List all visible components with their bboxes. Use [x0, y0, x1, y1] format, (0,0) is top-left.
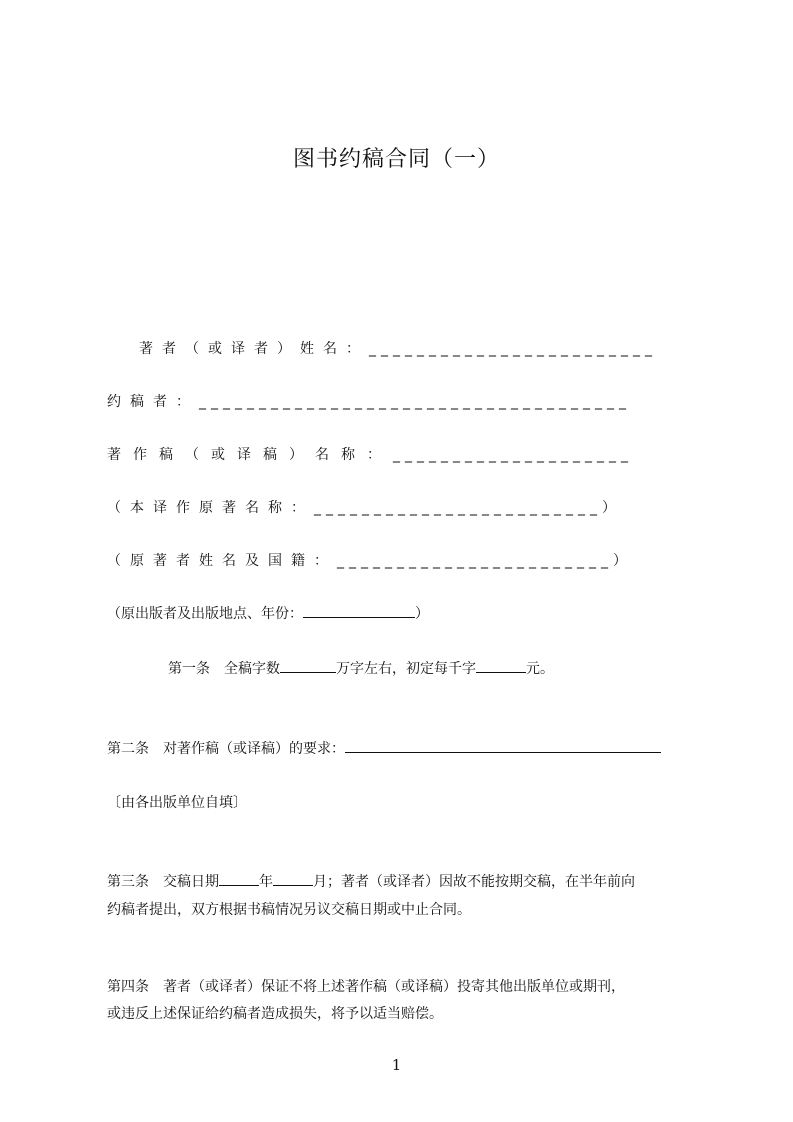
publisher-info-field — [107, 603, 701, 623]
author-name-blank: ________________________ — [369, 341, 657, 357]
author-name-label: 著者（或译者）姓名： — [139, 341, 369, 357]
deadline-month-blank — [273, 871, 313, 886]
original-author-blank: _______________________ — [337, 553, 613, 569]
article-3-text-c: 月；著者（或译者）因故不能按期交稿，在半年前向 — [313, 874, 635, 890]
article-1 — [107, 658, 701, 678]
article-1-text-c: 元。 — [526, 661, 554, 677]
commissioner-field — [107, 391, 701, 411]
work-name-label: 著作稿（或译稿）名称： — [107, 447, 393, 463]
deadline-year-blank — [219, 871, 259, 886]
publisher-info-label: （原出版者及出版地点、年份： — [107, 606, 303, 622]
article-3-line-1 — [107, 871, 701, 891]
commissioner-blank: ____________________________________ — [199, 394, 631, 410]
word-count-blank — [280, 658, 336, 673]
commissioner-label: 约稿者： — [107, 394, 199, 410]
rate-blank — [476, 658, 526, 673]
article-3-text-a: 第三条 交稿日期 — [107, 874, 219, 890]
article-2-text: 第二条 对著作稿（或译稿）的要求： — [107, 741, 345, 757]
work-name-blank: ____________________ — [393, 447, 633, 463]
article-3-line-2: 约稿者提出，双方根据书稿情况另议交稿日期或中止合同。 — [107, 902, 471, 918]
requirements-blank — [345, 738, 661, 753]
article-3-text-b: 年 — [259, 874, 273, 890]
author-name-field — [107, 338, 701, 358]
article-1-text-a: 第一条 全稿字数 — [168, 661, 280, 677]
article-4-line-1: 第四条 著者（或译者）保证不将上述著作稿（或译稿）投寄其他出版单位或期刊， — [107, 979, 625, 995]
work-name-field — [107, 444, 701, 464]
article-2-note: 〔由各出版单位自填〕 — [107, 795, 247, 811]
original-title-label: （本译作原著名称： — [107, 500, 314, 516]
publisher-info-close: ） — [415, 606, 429, 622]
original-title-close: ） — [602, 500, 616, 516]
page-number: 1 — [391, 1056, 402, 1074]
original-title-blank: ________________________ — [314, 500, 602, 516]
article-4-line-2: 或违反上述保证给约稿者造成损失，将予以适当赔偿。 — [107, 1006, 443, 1022]
original-title-field — [107, 497, 701, 517]
page-title: 图书约稿合同（一） — [292, 147, 500, 172]
publisher-info-blank — [303, 603, 415, 618]
article-2 — [107, 738, 701, 758]
original-author-close: ） — [613, 553, 627, 569]
article-1-text-b: 万字左右，初定每千字 — [336, 661, 476, 677]
original-author-field — [107, 550, 701, 570]
original-author-label: （原著者姓名及国籍： — [107, 553, 337, 569]
